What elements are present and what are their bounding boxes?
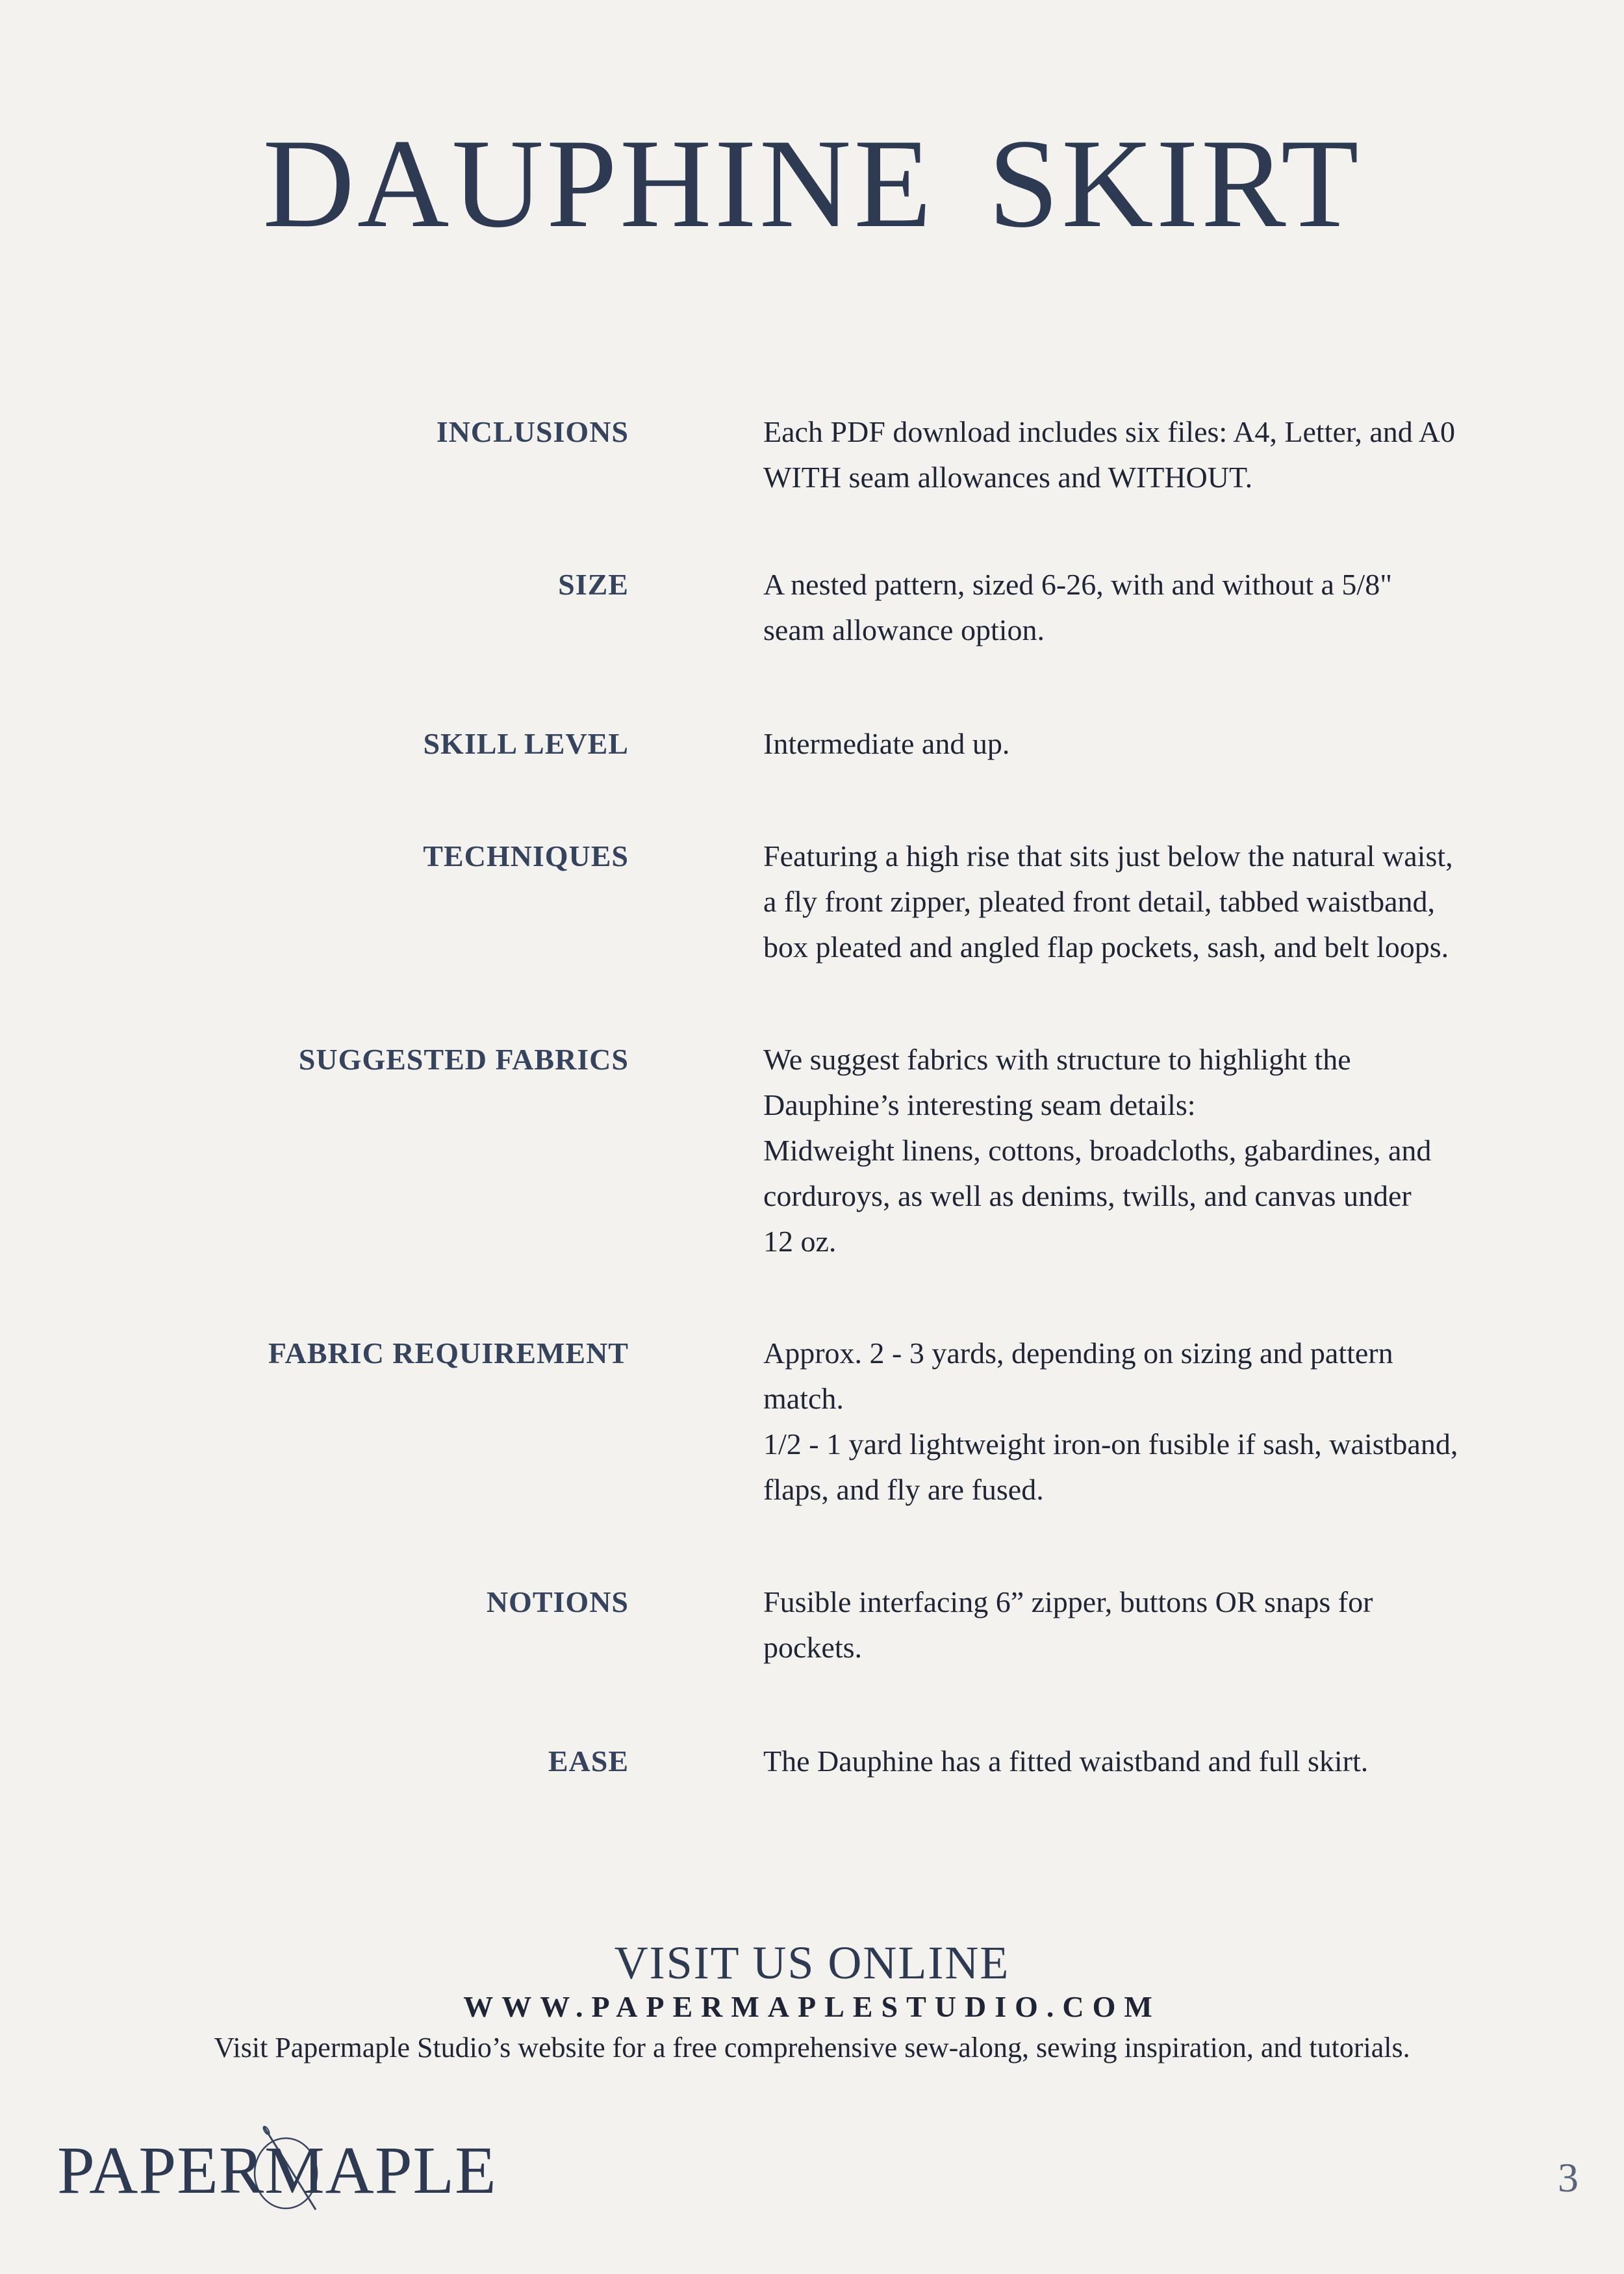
spec-value-line: Approx. 2 - 3 yards, depending on sizing and pattern	[763, 1336, 1393, 1370]
spec-value	[763, 1331, 1504, 1513]
spec-row-ease	[0, 1739, 1624, 1791]
spec-value-line: The Dauphine has a fitted waistband and full skirt.	[763, 1744, 1369, 1778]
spec-row-suggested-fabrics	[0, 1037, 1624, 1331]
spec-value	[763, 1037, 1504, 1264]
spec-label: TECHNIQUES	[423, 839, 629, 873]
spec-label: INCLUSIONS	[436, 415, 629, 448]
spec-value-line: Dauphine’s interesting seam details:	[763, 1088, 1196, 1121]
spec-label: SKILL LEVEL	[423, 727, 629, 760]
spec-value	[763, 409, 1504, 500]
spec-value-line: flaps, and fly are fused.	[763, 1473, 1044, 1506]
spec-value-line: box pleated and angled flap pockets, sash, and belt loops.	[763, 930, 1449, 964]
spec-value-line: 12 oz.	[763, 1225, 837, 1258]
spec-value	[763, 562, 1504, 653]
spec-value-line: Midweight linens, cottons, broadcloths, gabardines, and	[763, 1134, 1432, 1167]
spec-value	[763, 834, 1504, 970]
spec-label: SUGGESTED FABRICS	[298, 1043, 629, 1076]
spec-value-line: corduroys, as well as denims, twills, and canvas under	[763, 1179, 1412, 1212]
spec-row-inclusions	[0, 409, 1624, 562]
spec-value	[763, 1579, 1504, 1670]
spec-value-line: pockets.	[763, 1631, 863, 1664]
spec-list	[0, 409, 1624, 1791]
spec-row-fabric-requirement	[0, 1331, 1624, 1579]
spec-label: EASE	[548, 1744, 629, 1778]
spec-value-line: We suggest fabrics with structure to highlight the	[763, 1043, 1351, 1076]
footer-note: Visit Papermaple Studio’s website for a free comprehensive sew-along, sewing inspiration, and tutorials.	[214, 2032, 1410, 2063]
spec-value	[763, 1739, 1504, 1784]
spec-row-techniques	[0, 834, 1624, 1037]
spec-label: NOTIONS	[486, 1585, 629, 1618]
spec-row-size	[0, 562, 1624, 721]
spec-label: SIZE	[558, 568, 629, 601]
needle-and-thread-icon	[57, 2121, 512, 2212]
spec-value-line: A nested pattern, sized 6-26, with and without a 5/8"	[763, 568, 1392, 601]
spec-value-line: Intermediate and up.	[763, 727, 1010, 760]
spec-value	[763, 721, 1504, 767]
spec-value-line: a fly front zipper, pleated front detail, tabbed waistband,	[763, 885, 1436, 918]
spec-value-line: match.	[763, 1382, 844, 1415]
spec-value-line: 1/2 - 1 yard lightweight iron-on fusible if sash, waistband,	[763, 1427, 1458, 1461]
spec-label: FABRIC REQUIREMENT	[268, 1336, 629, 1370]
website-link[interactable]: WWW.PAPERMAPLESTUDIO.COM	[463, 1990, 1161, 2023]
spec-value-line: Fusible interfacing 6” zipper, buttons OR snaps for	[763, 1585, 1373, 1618]
spec-value-line: Featuring a high rise that sits just below the natural waist,	[763, 839, 1453, 873]
page-number: 3	[1558, 2154, 1579, 2201]
spec-value-line: Each PDF download includes six files: A4, Letter, and A0	[763, 415, 1455, 448]
spec-value-line: WITH seam allowances and WITHOUT.	[763, 461, 1253, 494]
page-title: DAUPHINE SKIRT	[262, 113, 1362, 254]
spec-row-skill-level	[0, 721, 1624, 834]
footer-heading: VISIT US ONLINE	[614, 1937, 1010, 1989]
spec-value-line: seam allowance option.	[763, 613, 1045, 646]
papermaple-logo	[57, 2121, 512, 2212]
logo-text: PAPERMAPLE	[57, 2133, 497, 2208]
spec-row-notions	[0, 1579, 1624, 1739]
